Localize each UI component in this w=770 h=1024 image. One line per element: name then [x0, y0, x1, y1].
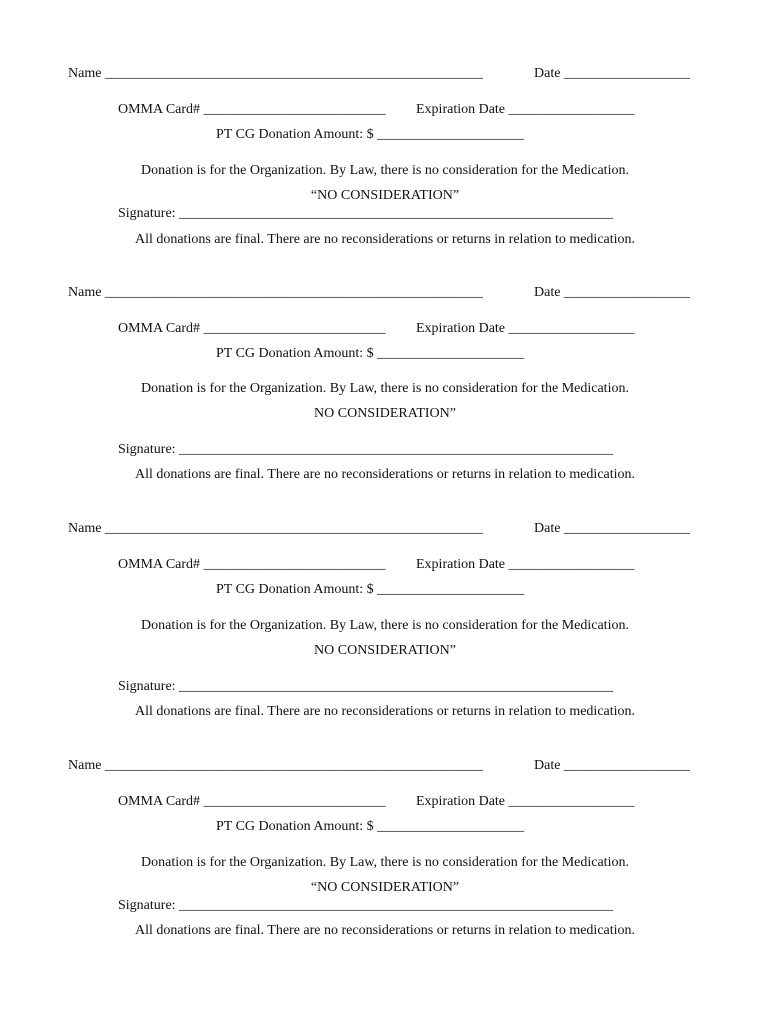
no-consideration-text: “NO CONSIDERATION”	[310, 880, 460, 895]
disclaimer-text: Donation is for the Organization. By Law, there is no consideration for the Medication.	[141, 163, 629, 178]
date-field[interactable]: Date __________________	[534, 285, 690, 300]
expiration-date-field[interactable]: Expiration Date __________________	[416, 794, 635, 809]
no-consideration-text: “NO CONSIDERATION”	[310, 188, 460, 203]
donation-amount-field[interactable]: PT CG Donation Amount: $ _____________________	[216, 582, 525, 597]
name-field[interactable]: Name ______________________________________________________	[68, 285, 483, 300]
no-consideration-text: NO CONSIDERATION”	[314, 643, 456, 658]
disclaimer-text: Donation is for the Organization. By Law, there is no consideration for the Medication.	[141, 381, 629, 396]
final-note-text: All donations are final. There are no reconsiderations or returns in relation to medication.	[134, 704, 636, 719]
expiration-date-field[interactable]: Expiration Date __________________	[416, 557, 635, 572]
disclaimer-text: Donation is for the Organization. By Law, there is no consideration for the Medication.	[141, 618, 629, 633]
donation-amount-field[interactable]: PT CG Donation Amount: $ _____________________	[216, 819, 525, 834]
final-note-text: All donations are final. There are no reconsiderations or returns in relation to medication.	[134, 232, 636, 247]
name-field[interactable]: Name ______________________________________________________	[68, 66, 483, 81]
omma-card-field[interactable]: OMMA Card# __________________________	[118, 557, 386, 572]
expiration-date-field[interactable]: Expiration Date __________________	[416, 102, 635, 117]
expiration-date-field[interactable]: Expiration Date __________________	[416, 321, 635, 336]
signature-field[interactable]: Signature: ______________________________________________________________	[118, 679, 614, 694]
date-field[interactable]: Date __________________	[534, 521, 690, 536]
final-note-text: All donations are final. There are no reconsiderations or returns in relation to medication.	[134, 923, 636, 938]
signature-field[interactable]: Signature: ______________________________________________________________	[118, 206, 614, 221]
omma-card-field[interactable]: OMMA Card# __________________________	[118, 321, 386, 336]
date-field[interactable]: Date __________________	[534, 66, 690, 81]
name-field[interactable]: Name ______________________________________________________	[68, 758, 483, 773]
no-consideration-text: NO CONSIDERATION”	[314, 406, 456, 421]
signature-field[interactable]: Signature: ______________________________________________________________	[118, 442, 614, 457]
donation-amount-field[interactable]: PT CG Donation Amount: $ _____________________	[216, 346, 525, 361]
disclaimer-text: Donation is for the Organization. By Law, there is no consideration for the Medication.	[141, 855, 629, 870]
name-field[interactable]: Name ______________________________________________________	[68, 521, 483, 536]
donation-amount-field[interactable]: PT CG Donation Amount: $ _____________________	[216, 127, 525, 142]
omma-card-field[interactable]: OMMA Card# __________________________	[118, 794, 386, 809]
date-field[interactable]: Date __________________	[534, 758, 690, 773]
final-note-text: All donations are final. There are no reconsiderations or returns in relation to medication.	[134, 467, 636, 482]
signature-field[interactable]: Signature: ______________________________________________________________	[118, 898, 614, 913]
omma-card-field[interactable]: OMMA Card# __________________________	[118, 102, 386, 117]
